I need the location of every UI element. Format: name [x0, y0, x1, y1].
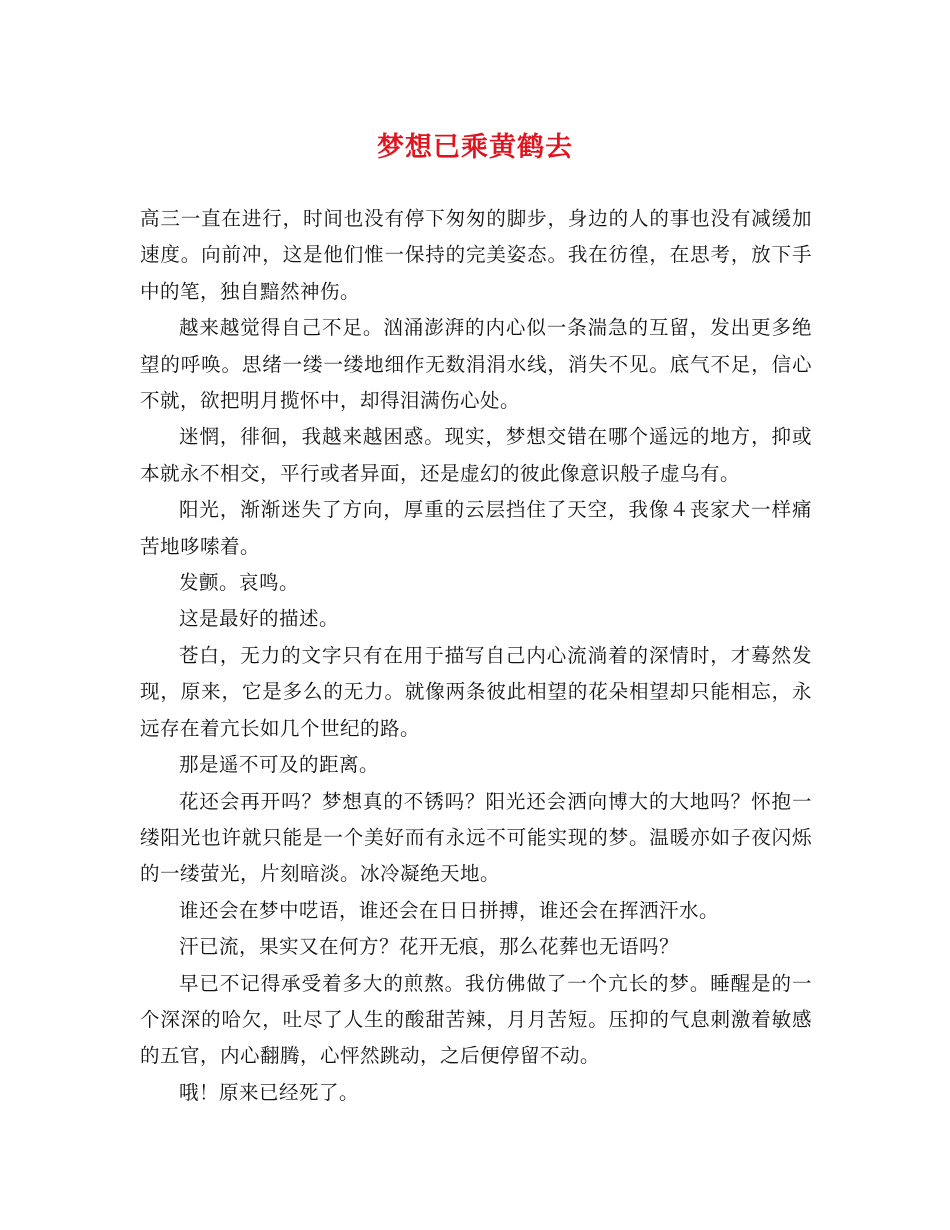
paragraph-3: 迷惘，徘徊，我越来越困惑。现实，梦想交错在哪个遥远的地方，抑或本就永不相交，平行或者异面，还是虚幻的彼此像意识般子虚乌有。: [140, 425, 812, 485]
paragraph-12: 早已不记得承受着多大的煎熬。我仿佛做了一个亢长的梦。睡醒是的一个深深的哈欠，吐尽了人生的酸甜苦辣，月月苦短。压抑的气息刺激着敏感的五官，内心翻腾，心怦然跳动，之后便停留不动。: [140, 971, 812, 1068]
paragraph-6: 这是最好的描述。: [179, 607, 340, 631]
paragraph-9: 花还会再开吗？梦想真的不锈吗？阳光还会洒向博大的大地吗？怀抱一缕阳光也许就只能是一个美好而有永远不可能实现的梦。温暖亦如子夜闪烁的一缕萤光，片刻暗淡。冰冷凝绝天地。: [140, 789, 812, 886]
document-body: [140, 201, 812, 1111]
paragraph-1: 高三一直在进行，时间也没有停下匆匆的脚步，身边的人的事也没有减缓加速度。向前冲，这是他们惟一保持的完美姿态。我在彷徨，在思考，放下手中的笔，独自黯然神伤。: [140, 207, 812, 303]
paragraph-8: 那是遥不可及的距离。: [179, 753, 380, 777]
document-title: 梦想已乘黄鹤去: [377, 132, 573, 163]
paragraph-4: 阳光，渐渐迷失了方向，厚重的云层挡住了天空，我像４丧家犬一样痛苦地哆嗦着。: [140, 498, 812, 558]
paragraph-7: 苍白，无力的文字只有在用于描写自己内心流淌着的深情时，才蓦然发现，原来，它是多么的无力。就像两条彼此相望的花朵相望却只能相忘，永远存在着亢长如几个世纪的路。: [140, 643, 812, 740]
paragraph-11: 汗已流，果实又在何方？花开无痕，那么花葬也无语吗？: [179, 935, 680, 959]
paragraph-2: 越来越觉得自己不足。汹涌澎湃的内心似一条湍急的互留，发出更多绝望的呼唤。思绪一缕一缕地细作无数涓涓水线，消失不见。底气不足，信心不就，欲把明月揽怀中，却得泪满伤心处。: [140, 316, 812, 413]
paragraph-13: 哦！原来已经死了。: [179, 1080, 360, 1104]
paragraph-10: 谁还会在梦中呓语，谁还会在日日拼搏，谁还会在挥洒汗水。: [179, 898, 720, 922]
paragraph-5: 发颤。哀鸣。: [179, 571, 300, 595]
